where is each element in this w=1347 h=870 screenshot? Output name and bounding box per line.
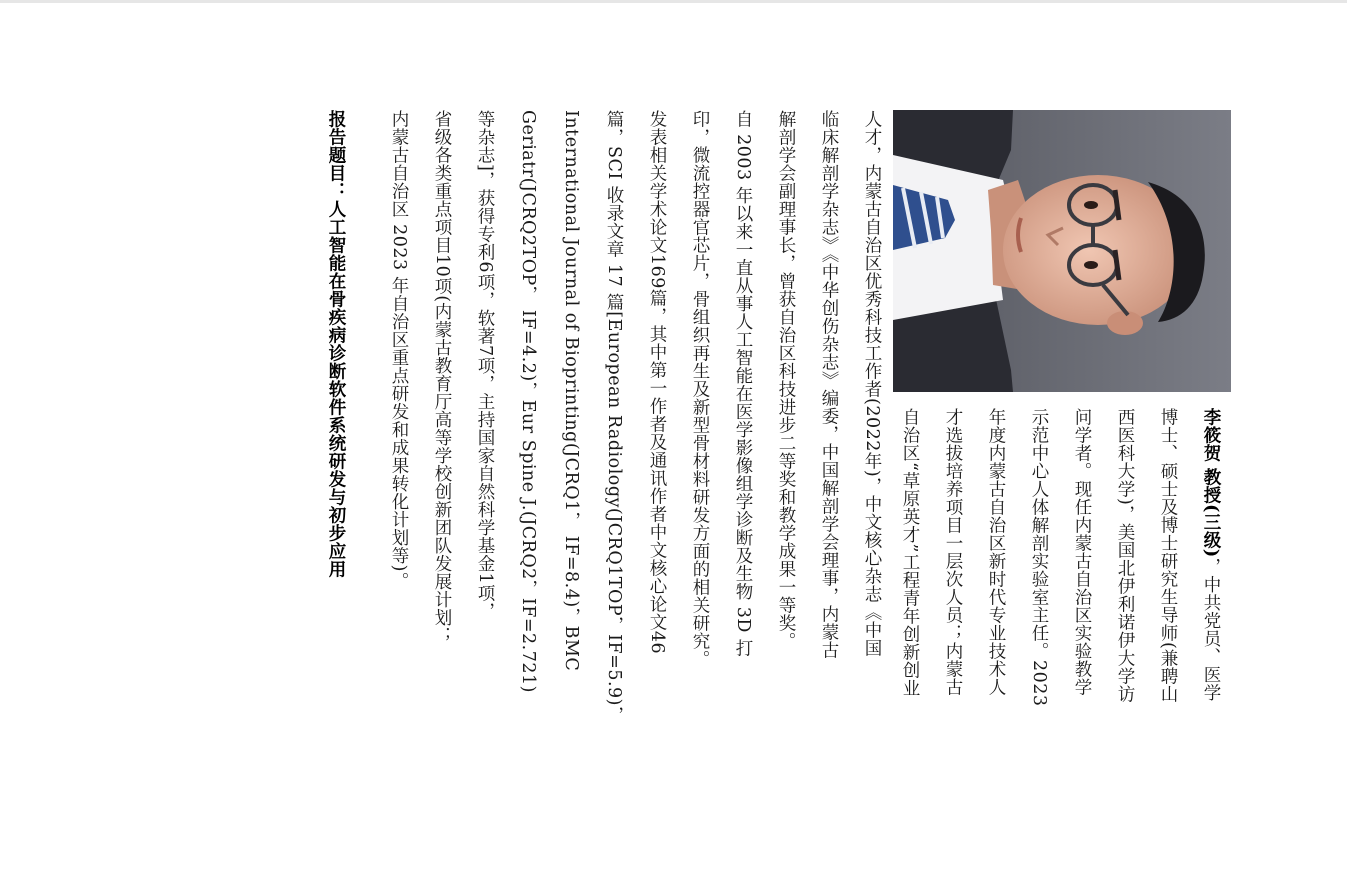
- bio-line-3: 解剖学会副理事长，曾获自治区科技进步二等奖和教学成果一等奖。: [776, 110, 796, 650]
- bio-column-8: 自治区“草原英才”工程青年创新创业: [900, 408, 920, 697]
- top-border: [0, 0, 1347, 3]
- bio-column-7: 才选拔培养项目一层次人员；内蒙古: [943, 408, 963, 696]
- bio-line-1: 人才，内蒙古自治区优秀科技工作者(2022年)，中文核心杂志《中国: [862, 110, 882, 658]
- bio-column-4: 问学者。现任内蒙古自治区实验教学: [1072, 408, 1092, 696]
- bio-line-5: 印，微流控器官芯片，骨组织再生及新型骨材料研发方面的相关研究。: [690, 110, 710, 668]
- speaker-name: 李筱贺: [1201, 408, 1221, 462]
- bio-line-10: 等杂志]，获得专利6项，软著7项，主持国家自然科学基金1项，: [475, 110, 495, 621]
- bio-line-4: 自 2003 年以来一直从事人工智能在医学影像组学诊断及生物 3D 打: [733, 110, 753, 657]
- speaker-intro: ，中共党员、医学: [1201, 557, 1221, 702]
- bio-line-7: 篇，SCI 收录文章 17 篇[European Radiology(JCRQ1TOP，IF=5.9)，: [604, 110, 624, 724]
- report-topic: [314, 110, 357, 810]
- portrait-photo: [893, 110, 1231, 392]
- bio-column-1: [1201, 408, 1221, 702]
- report-label: 报告题目：: [326, 110, 346, 200]
- bio-line-9: Geriatr(JCRQ2TOP， IF=4.2)，Eur Spine J.(JCRQ2，IF=2.721): [518, 110, 538, 693]
- report-title: 人工智能在骨疾病诊断软件系统研发与初步应用: [326, 200, 346, 578]
- bio-line-11: 省级各类重点项目10项(内蒙古教育厅高等学校创新团队发展计划；: [432, 110, 452, 645]
- bio-line-2: 临床解剖学杂志》《中华创伤杂志》编委，中国解剖学会理事，内蒙古: [819, 110, 839, 660]
- bio-column-6: 年度内蒙古自治区新时代专业技术人: [986, 408, 1006, 696]
- bio-column-3: 西医科大学)，美国北伊利诺伊大学访: [1115, 408, 1135, 704]
- bio-line-6: 发表相关学术论文169篇，其中第一作者及通讯作者中文核心论文46: [647, 110, 667, 655]
- bio-lower-block: [377, 110, 893, 810]
- bio-line-12: 内蒙古自治区 2023 年自治区重点研发和成果转化计划等)。: [389, 110, 409, 590]
- bio-line-8: International Journal of Bioprinting(JCRQ1， IF=8.4)，BMC: [561, 110, 581, 672]
- bio-upper-block: [888, 408, 1232, 808]
- bio-column-5: 示范中心人体解剖实验室主任。2023: [1029, 408, 1049, 707]
- portrait-icon: [893, 110, 1231, 392]
- bio-column-2: 博士、硕士及博士研究生导师(兼聘山: [1158, 408, 1178, 704]
- speaker-title: 教授(三级): [1201, 468, 1221, 558]
